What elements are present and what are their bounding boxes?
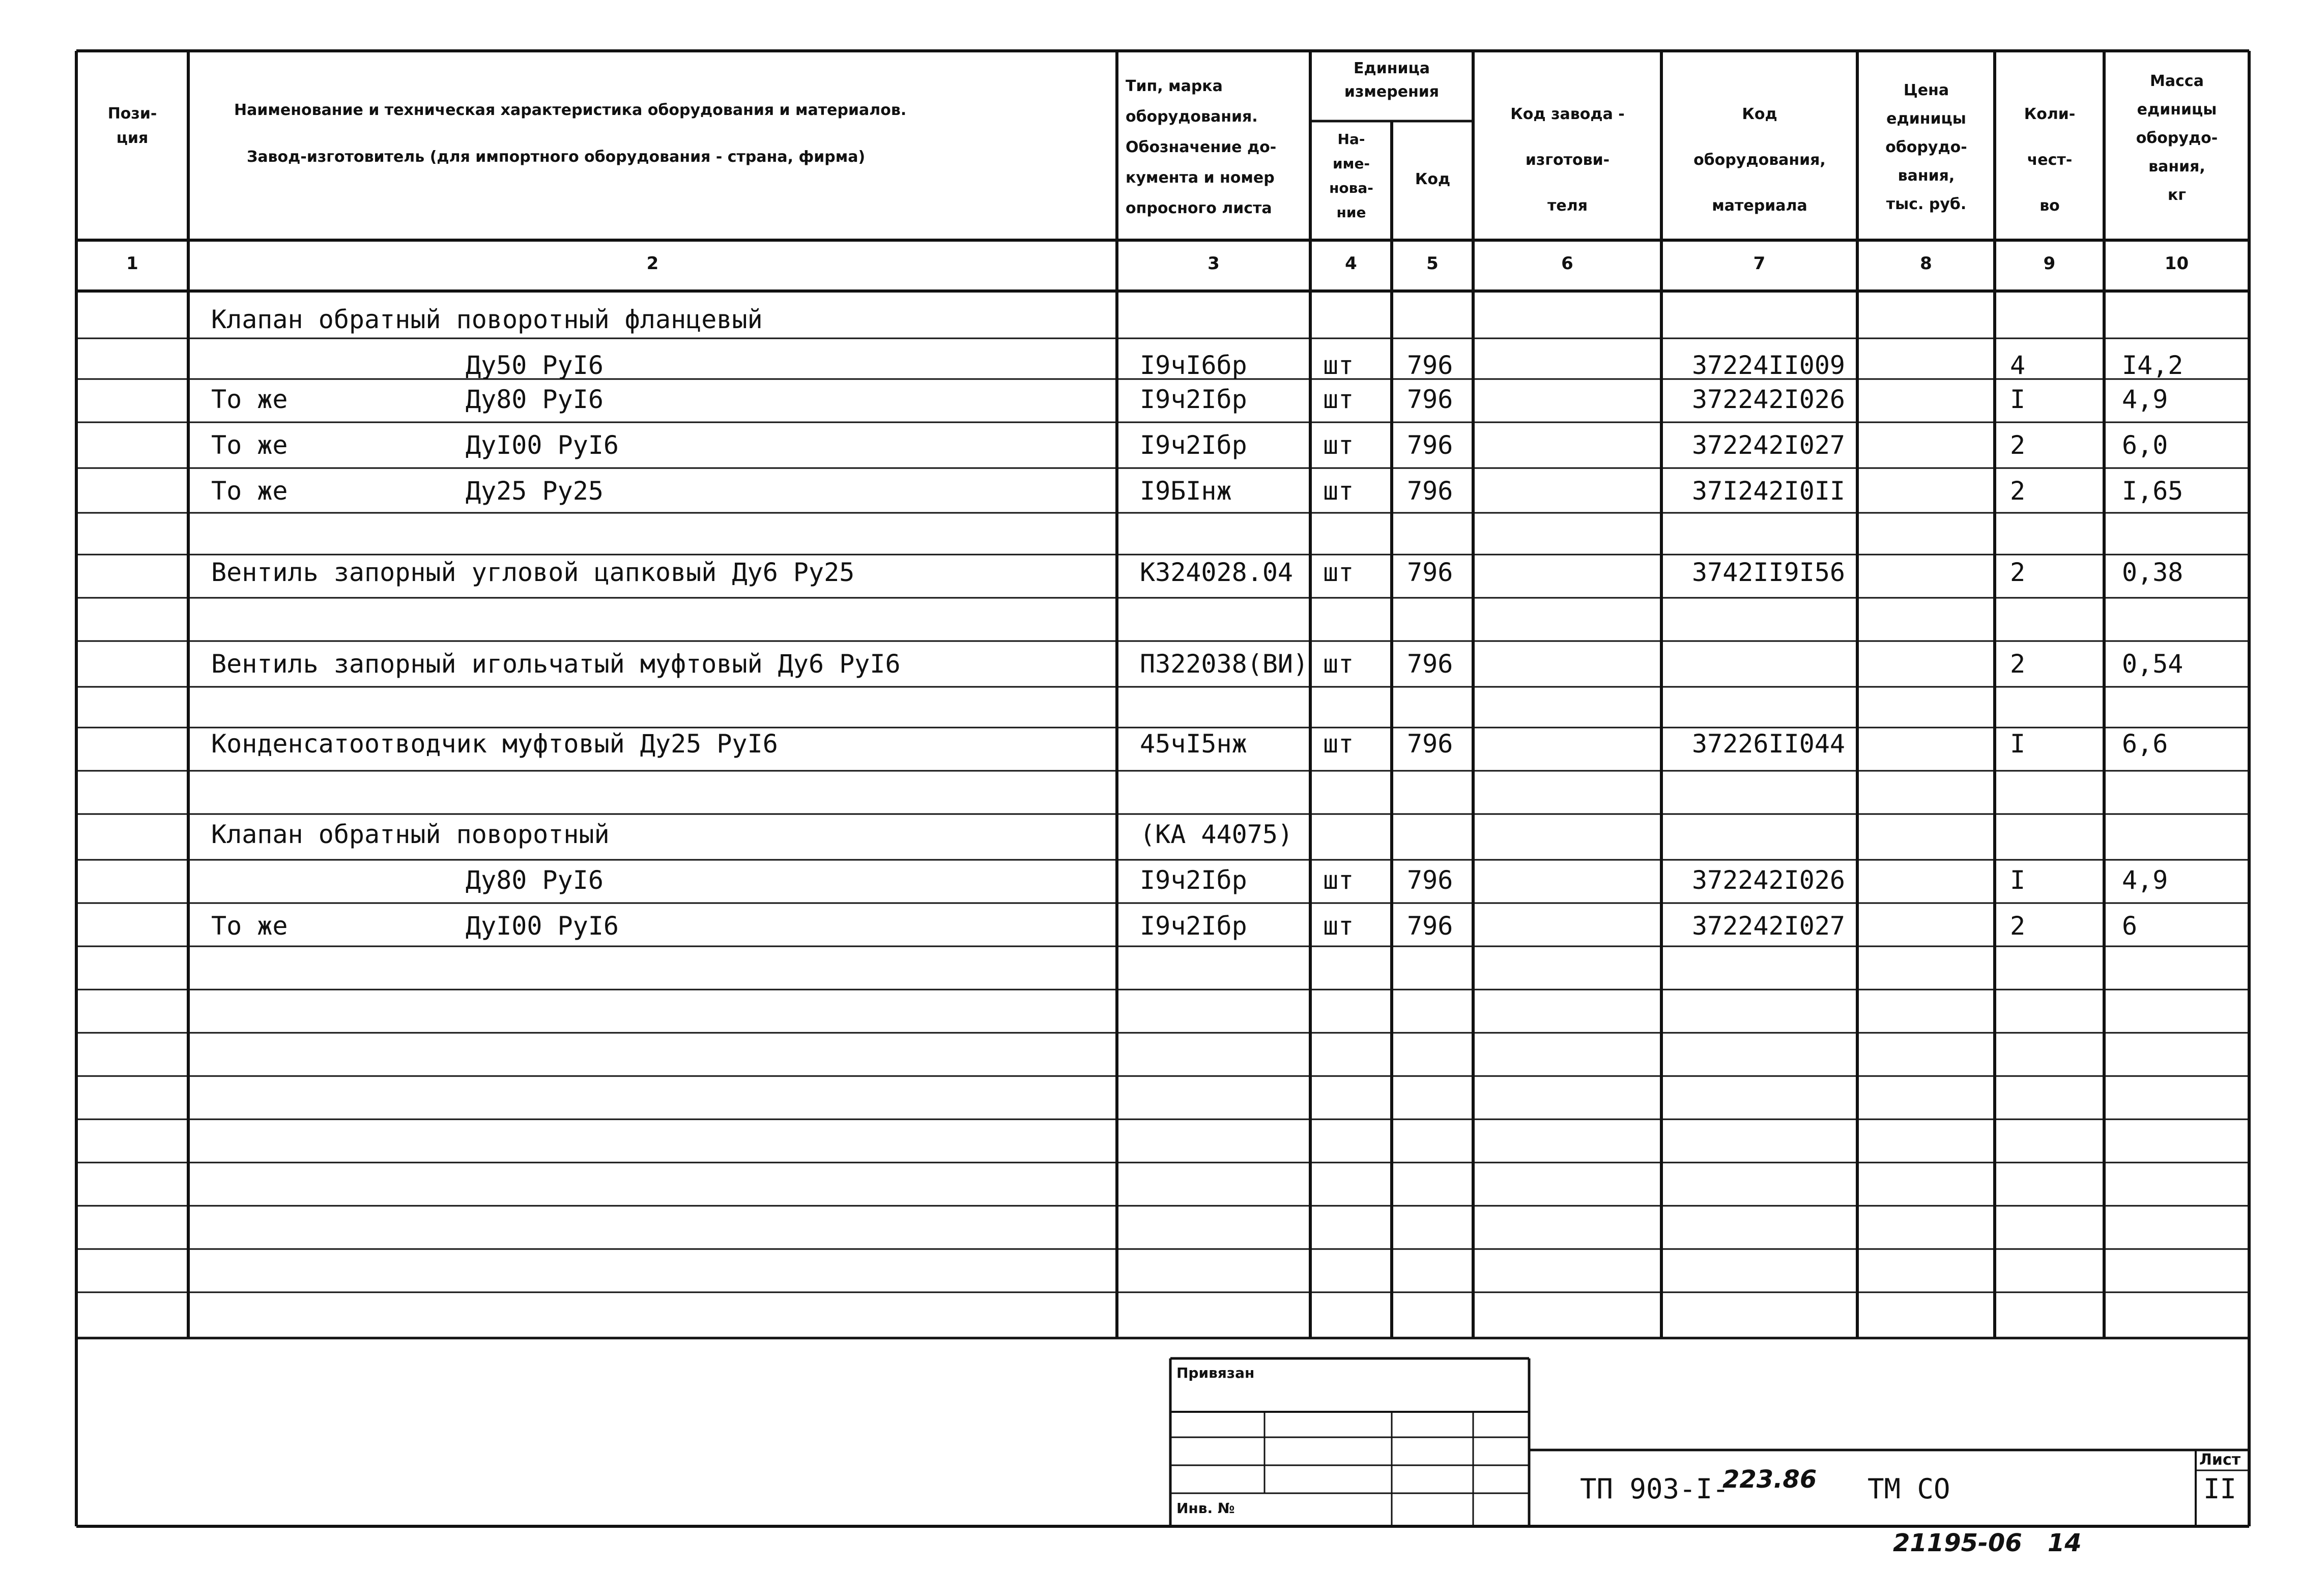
row-unit-code: 796 <box>1407 351 1453 380</box>
row-quantity: I <box>2010 385 2026 414</box>
row-unit-code: 796 <box>1407 911 1453 941</box>
header-unit-mass: Масса единицы оборудо- вания, кг <box>2136 72 2218 204</box>
stamp-inv-no: Инв. № <box>1176 1500 1235 1517</box>
row-quantity: 2 <box>2010 430 2026 460</box>
row-mass: 6,0 <box>2122 430 2168 460</box>
row-name: Конденсатоотводчик муфтовый Ду25 РуI6 <box>211 729 778 759</box>
row-name: Вентиль запорный игольчатый муфтовый Ду6 РуI6 <box>211 649 901 679</box>
row-size: ДуI00 РуI6 <box>466 430 619 460</box>
col-number: 5 <box>1426 253 1439 274</box>
footer-handwritten-number: 21195-06 14 <box>1893 1529 2082 1557</box>
row-type: I9ч2Iбр <box>1140 911 1247 941</box>
row-unit: шт <box>1323 911 1354 941</box>
row-mass: 4,9 <box>2122 865 2168 895</box>
col-number: 1 <box>126 253 138 274</box>
row-unit: шт <box>1323 351 1354 380</box>
doc-mark: ТМ СО <box>1867 1473 1950 1505</box>
row-unit: шт <box>1323 558 1354 587</box>
row-mass: 6,6 <box>2122 729 2168 759</box>
sheet-label: Лист <box>2199 1451 2241 1469</box>
row-type: I9ч2Iбр <box>1140 385 1247 414</box>
row-quantity: I <box>2010 729 2026 759</box>
row-mass: I4,2 <box>2122 351 2183 380</box>
header-quantity: Коли- чест- во <box>2024 105 2076 215</box>
row-equipment-code: 37224II009 <box>1692 351 1846 380</box>
row-name: Вентиль запорный угловой цапковый Ду6 Ру25 <box>211 558 855 587</box>
row-mass: 0,54 <box>2122 649 2183 679</box>
header-unit-code: Код <box>1415 170 1451 188</box>
row-type: (КА 44075) <box>1140 820 1294 849</box>
row-size: Ду50 РуI6 <box>466 351 604 380</box>
doc-code-prefix: ТП 903-I- <box>1580 1473 1729 1505</box>
row-unit-code: 796 <box>1407 729 1453 759</box>
row-size: ДуI00 РуI6 <box>466 911 619 941</box>
row-name: То же <box>211 385 288 414</box>
header-equipment-code: Код оборудования, материала <box>1693 105 1826 215</box>
header-unit-price: Цена единицы оборудо- вания, тыс. руб. <box>1885 81 1967 213</box>
row-quantity: 2 <box>2010 476 2026 506</box>
row-name: Клапан обратный поворотный фланцевый <box>211 305 763 334</box>
row-unit: шт <box>1323 865 1354 895</box>
header-position: Пози- ция <box>107 105 157 147</box>
row-equipment-code: 37I242I0II <box>1692 476 1846 506</box>
row-mass: 6 <box>2122 911 2138 941</box>
row-unit: шт <box>1323 430 1354 460</box>
row-name: То же <box>211 911 288 941</box>
col-number: 10 <box>2164 253 2189 274</box>
row-type: I9ч2Iбр <box>1140 430 1247 460</box>
row-name: Клапан обратный поворотный <box>211 820 610 849</box>
row-type: 45чI5нж <box>1140 729 1247 759</box>
header-name-line1: Наименование и техническая характеристика оборудования и материалов. <box>234 101 907 119</box>
row-quantity: I <box>2010 865 2026 895</box>
col-number: 6 <box>1561 253 1573 274</box>
row-mass: 4,9 <box>2122 385 2168 414</box>
col-number: 7 <box>1753 253 1766 274</box>
row-unit-code: 796 <box>1407 385 1453 414</box>
row-unit-code: 796 <box>1407 865 1453 895</box>
row-type: К324028.04 <box>1140 558 1294 587</box>
col-number: 9 <box>2043 253 2056 274</box>
col-number: 2 <box>646 253 659 274</box>
row-equipment-code: 372242I027 <box>1692 911 1846 941</box>
row-type: I9ч2Iбр <box>1140 865 1247 895</box>
row-unit-code: 796 <box>1407 476 1453 506</box>
row-size: Ду25 Ру25 <box>466 476 604 506</box>
row-name: То же <box>211 476 288 506</box>
row-size: Ду80 РуI6 <box>466 385 604 414</box>
row-unit-code: 796 <box>1407 430 1453 460</box>
row-type: П322038(ВИ) <box>1140 649 1309 679</box>
row-size: Ду80 РуI6 <box>466 865 604 895</box>
row-mass: 0,38 <box>2122 558 2183 587</box>
row-quantity: 2 <box>2010 911 2026 941</box>
header-type-mark: Тип, марка оборудования. Обозначение до- кумента и номер опросного листа <box>1126 77 1277 217</box>
row-mass: I,65 <box>2122 476 2183 506</box>
col-number: 3 <box>1208 253 1220 274</box>
row-equipment-code: 372242I026 <box>1692 385 1846 414</box>
row-type: I9БIнж <box>1140 476 1232 506</box>
header-name-line2: Завод-изготовитель (для импортного оборудования - страна, фирма) <box>247 148 866 166</box>
header-factory-code: Код завода - изготови- теля <box>1510 105 1625 215</box>
row-quantity: 2 <box>2010 649 2026 679</box>
row-unit-code: 796 <box>1407 649 1453 679</box>
row-quantity: 2 <box>2010 558 2026 587</box>
row-type: I9чI6бр <box>1140 351 1247 380</box>
row-equipment-code: 372242I026 <box>1692 865 1846 895</box>
row-equipment-code: 37226II044 <box>1692 729 1846 759</box>
row-quantity: 4 <box>2010 351 2026 380</box>
row-equipment-code: 372242I027 <box>1692 430 1846 460</box>
row-unit: шт <box>1323 385 1354 414</box>
row-unit: шт <box>1323 476 1354 506</box>
sheet-number: II <box>2203 1473 2237 1505</box>
col-number: 8 <box>1920 253 1932 274</box>
doc-code-handwritten: 223.86 <box>1722 1465 1817 1494</box>
header-unit-group: Единица измерения <box>1344 60 1440 101</box>
row-unit: шт <box>1323 649 1354 679</box>
header-unit-name: На- име- нова- ние <box>1329 131 1373 221</box>
stamp-privyazan: Привязан <box>1176 1365 1255 1381</box>
row-equipment-code: 3742II9I56 <box>1692 558 1846 587</box>
row-unit-code: 796 <box>1407 558 1453 587</box>
row-name: То же <box>211 430 288 460</box>
row-unit: шт <box>1323 729 1354 759</box>
col-number: 4 <box>1345 253 1357 274</box>
